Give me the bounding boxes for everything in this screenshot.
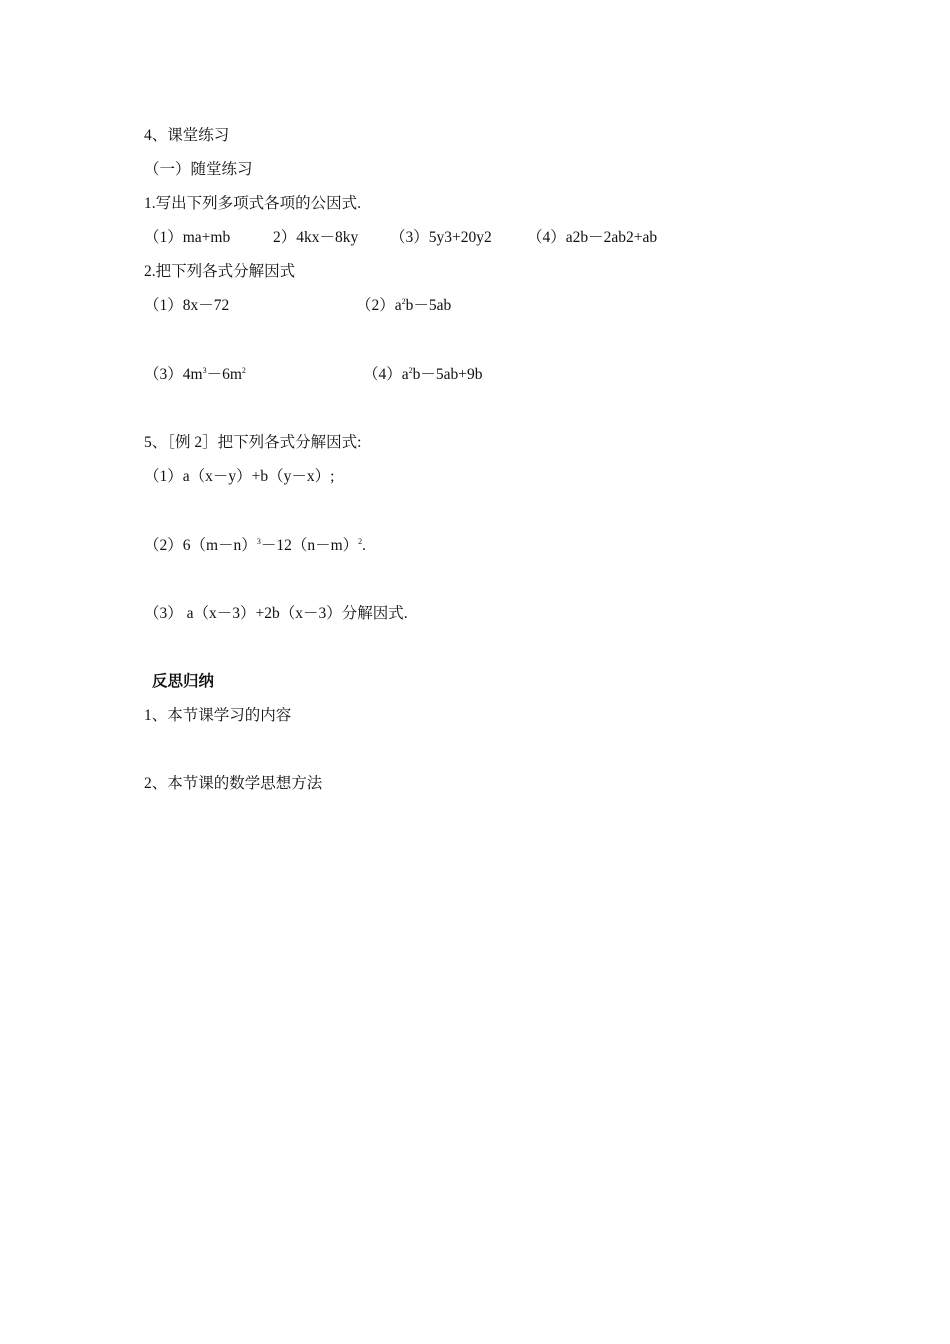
q1-item-3: （3）5y3+20y2 xyxy=(390,229,492,246)
practice-subheading: （一）随堂练习 xyxy=(144,161,253,178)
reflection-item-2: 2、本节课的数学思想方法 xyxy=(144,775,323,792)
reflection-item-1: 1、本节课学习的内容 xyxy=(144,707,292,724)
q1-prompt: 1.写出下列多项式各项的公因式. xyxy=(144,195,362,212)
q2-item-1: （1）8x－72 xyxy=(144,297,230,314)
example-item-1: （1）a（x－y）+b（y－x）; xyxy=(144,468,335,485)
q2-item-2: $(2)a^2b-5ab$ xyxy=(356,297,452,314)
q2-item-3: $(3)4m^3-6m^2$ xyxy=(144,366,246,383)
q2-prompt: 2.把下列各式分解因式 xyxy=(144,263,296,280)
reflection-heading: 反思归纳 xyxy=(152,673,215,690)
section4-heading: 4、课堂练习 xyxy=(144,127,230,144)
q1-item-1: （1）ma+mb xyxy=(144,229,231,246)
example-item-2: $(2)6(m-n)^3-12(n-m)^2$. xyxy=(144,537,366,554)
q1-item-2: 2）4kx－8ky xyxy=(273,229,359,246)
q1-item-4: （4）a2b－2ab2+ab xyxy=(527,229,658,246)
q2-item-4: $(4)a^2b-5ab+9b$ xyxy=(363,366,483,383)
example-item-3: （3） a（x－3）+2b（x－3）分解因式. xyxy=(144,605,408,622)
section5-heading: 5、［例 2］把下列各式分解因式: xyxy=(144,434,362,451)
